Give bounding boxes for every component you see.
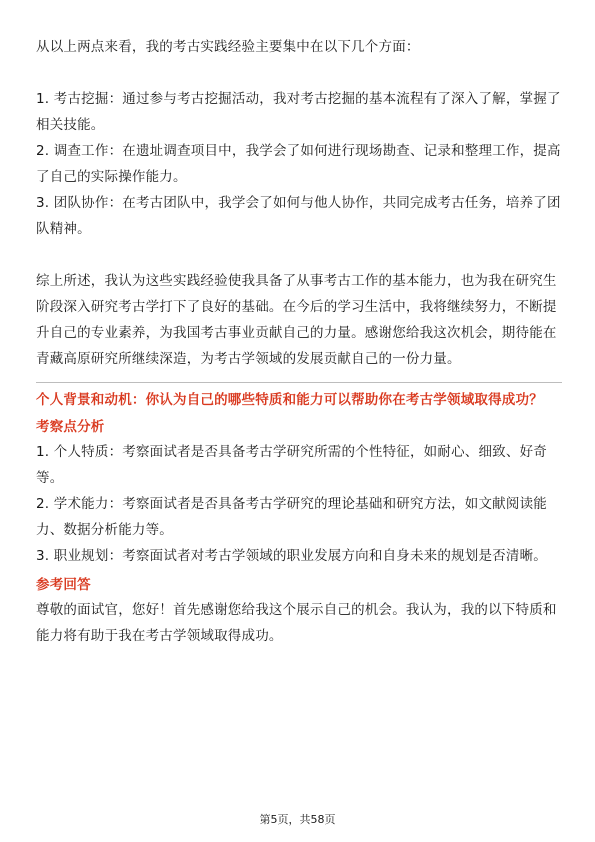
spacer: [36, 60, 562, 86]
answer-title: 参考回答: [36, 577, 91, 593]
answer-paragraph: 尊敬的面试官，您好！首先感谢您给我这个展示自己的机会。我认为，我的以下特质和能力将有助于我在考古学领域取得成功。: [36, 602, 557, 644]
intro-paragraph: 从以上两点来看，我的考古实践经验主要集中在以下几个方面：: [36, 39, 420, 55]
question-heading: 个人背景和动机：你认为自己的哪些特质和能力可以帮助你在考古学领域取得成功？: [36, 392, 543, 408]
document-page: [36, 34, 562, 649]
analysis-title: 考察点分析: [36, 419, 105, 435]
analysis-item: 2. 学术能力：考察面试者是否具备考古学研究的理论基础和研究方法，如文献阅读能力、数据分析能力等。: [36, 496, 547, 538]
list-item: 2. 调查工作：在遗址调查项目中，我学会了如何进行现场勘查、记录和整理工作，提高了自己的实际操作能力。: [36, 143, 561, 185]
analysis-item: 1. 个人特质：考察面试者是否具备考古学研究所需的个性特征，如耐心、细致、好奇等。: [36, 444, 547, 486]
list-item: 3. 团队协作：在考古团队中，我学会了如何与他人协作，共同完成考古任务，培养了团队精神。: [36, 195, 561, 237]
summary-paragraph: 综上所述，我认为这些实践经验使我具备了从事考古工作的基本能力，也为我在研究生阶段深入研究考古学打下了良好的基础。在今后的学习生活中，我将继续努力，不断提升自己的专业素养，为我国考古事业贡献自己的力量。感谢您给我这次机会，期待能在青藏高原研究所继续深造，为考古学领域的发展贡献自己的一份力量。: [36, 273, 557, 367]
list-item: 1. 考古挖掘：通过参与考古挖掘活动，我对考古挖掘的基本流程有了深入了解，掌握了相关技能。: [36, 91, 561, 133]
page-footer: 第5页，共58页: [259, 813, 336, 826]
analysis-item: 3. 职业规划：考察面试者对考古学领域的职业发展方向和自身未来的规划是否清晰。: [36, 548, 547, 564]
spacer: [36, 242, 562, 268]
section-divider: [36, 382, 562, 383]
